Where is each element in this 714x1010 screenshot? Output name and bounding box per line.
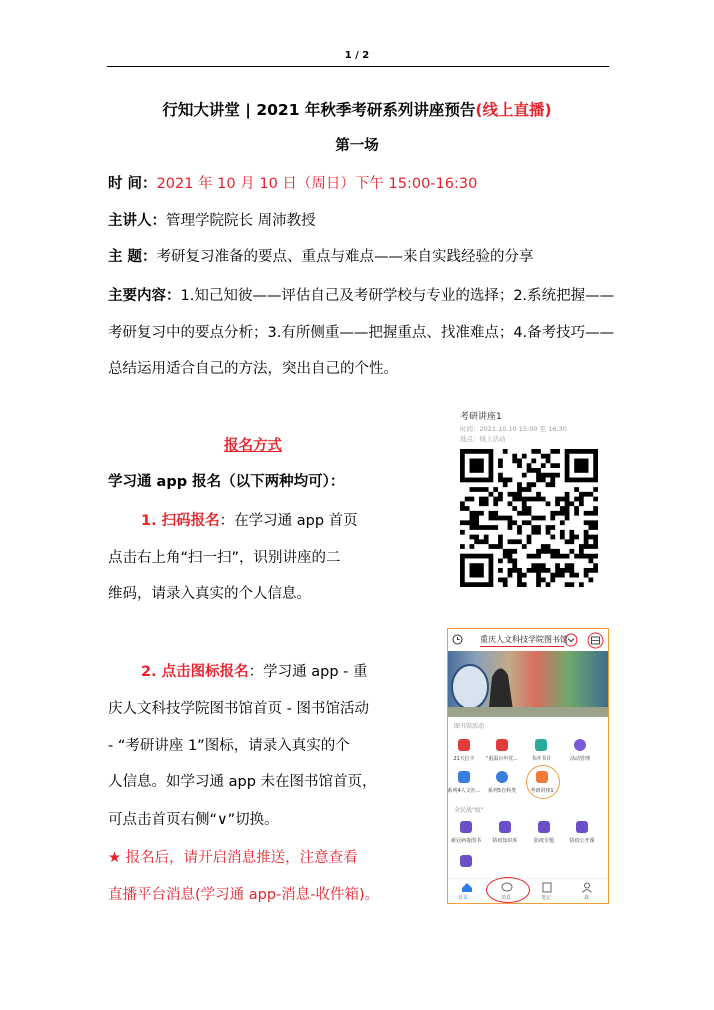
qr-card-title: 考研讲座1 xyxy=(460,412,502,422)
method2-line5: 可点击首页右侧“∨”切换。 xyxy=(108,812,279,828)
home-icon[interactable] xyxy=(461,882,473,893)
method2-line3: - “考研讲座 1”图标，请录入真实的个 xyxy=(108,738,350,754)
user-icon[interactable] xyxy=(581,882,593,893)
page-number: 1 / 2 xyxy=(344,50,370,61)
chevron-down-icon[interactable] xyxy=(564,633,578,647)
app-label: 新冠病毒图书 xyxy=(450,838,481,844)
series5-icon[interactable] xyxy=(496,771,508,783)
app-label: 防疫公开课 xyxy=(569,838,595,844)
open-course-icon[interactable] xyxy=(576,821,588,833)
time-label: 时 间： xyxy=(108,176,157,192)
title-highlight: (线上直播) xyxy=(475,101,552,119)
speaker-line xyxy=(108,209,316,230)
note-line1: ★ 报名后，请开启消息推送，注意查看 xyxy=(108,850,358,866)
section-activities: 图书馆活动 xyxy=(454,723,485,730)
scan-icon[interactable] xyxy=(587,632,604,649)
topic-line xyxy=(108,245,534,266)
method2-line1 xyxy=(141,660,368,681)
page-title xyxy=(0,98,714,120)
content-line-3: 总结运用适合自己的方法，突出自己的个性。 xyxy=(108,361,398,377)
app-label: 考研讲座1 xyxy=(530,788,554,794)
activity-manage-icon[interactable] xyxy=(574,739,586,751)
method1-line2: 点击右上角“扫一扫”，识别讲座的二 xyxy=(108,550,341,566)
nav-message[interactable]: 消息 xyxy=(501,895,512,901)
nav-note[interactable]: 笔记 xyxy=(541,895,552,901)
qr-card-place: 地点：线上活动 xyxy=(460,435,506,443)
app-label: "重温百年党... xyxy=(485,756,519,762)
covid-book-icon[interactable] xyxy=(460,821,472,833)
exam-lecture-icon[interactable] xyxy=(536,771,548,783)
app-header xyxy=(448,629,608,651)
qr-finder-pattern xyxy=(565,449,598,482)
qr-code[interactable] xyxy=(460,449,598,587)
series4-icon[interactable] xyxy=(458,771,470,783)
app-label: 防疫知识库 xyxy=(492,838,518,844)
topic-label: 主 题： xyxy=(108,249,157,265)
speaker-value: 管理学院院长 周沛教授 xyxy=(166,213,316,229)
method1-key: 扫码报名 xyxy=(161,513,220,529)
session-heading: 第一场 xyxy=(335,138,379,154)
time-value: 2021 年 10 月 10 日（周日）下午 15:00-16:30 xyxy=(156,176,478,192)
time-line xyxy=(108,172,477,193)
topic-icon[interactable] xyxy=(538,821,550,833)
app-label: 系列4人文社... xyxy=(447,788,481,794)
content-line-1 xyxy=(108,284,614,305)
content-label: 主要内容： xyxy=(108,288,181,304)
bottom-nav xyxy=(448,878,608,903)
book-review-icon[interactable] xyxy=(535,739,547,751)
app-label: 21天打卡 xyxy=(453,756,475,762)
qr-finder-pattern xyxy=(460,554,493,587)
registration-heading: 报名方式 xyxy=(224,438,282,454)
qr-finder-pattern xyxy=(460,449,493,482)
app-label: 系列5自科类 xyxy=(487,788,517,794)
punch-card-icon[interactable] xyxy=(458,739,470,751)
method1-text1: ：在学习通 app 首页 xyxy=(219,513,358,529)
method1-number: 1. xyxy=(141,513,162,529)
party-history-icon[interactable] xyxy=(496,739,508,751)
library-name: 重庆人文科技学院图书馆 xyxy=(480,635,568,644)
banner-photo xyxy=(448,651,608,717)
banner-image xyxy=(448,651,608,717)
method1-line1 xyxy=(141,509,358,530)
method2-line4: 人信息。如学习通 app 未在图书馆首页， xyxy=(108,774,377,790)
title-main: 行知大讲堂 | 2021 年秋季考研系列讲座预告 xyxy=(162,101,476,119)
qr-card xyxy=(450,407,598,587)
method2-line2: 庆人文科技学院图书馆首页 - 图书馆活动 xyxy=(108,701,369,717)
nav-me[interactable]: 我 xyxy=(584,895,590,901)
method2-key: 点击图标报名 xyxy=(161,664,249,680)
content-text-1: 1.知己知彼——评估自己及考研学校与专业的选择；2.系统把握—— xyxy=(180,288,615,304)
qr-card-time: 时间：2021.10.10 15:00 至 16:30 xyxy=(460,425,567,433)
speaker-label: 主讲人： xyxy=(108,213,166,229)
method2-text1: ：学习通 app - 重 xyxy=(248,664,368,680)
nav-home[interactable]: 首页 xyxy=(458,895,469,901)
more-icon[interactable] xyxy=(460,855,472,867)
note-line2: 直播平台消息(学习通 app-消息-收件箱)。 xyxy=(108,887,380,903)
app-screenshot xyxy=(447,628,609,904)
section-epidemic: 全民战"疫" xyxy=(454,807,484,814)
method1-line3: 维码，请录入真实的个人信息。 xyxy=(108,586,311,602)
knowledge-base-icon[interactable] xyxy=(499,821,511,833)
header-rule xyxy=(107,66,609,67)
app-label: 防疫专题 xyxy=(533,838,554,844)
content-line-2: 考研复习中的要点分析；3.有所侧重——把握重点、找准难点；4.备考技巧—— xyxy=(108,325,615,341)
message-icon[interactable] xyxy=(501,882,513,893)
note-icon[interactable] xyxy=(541,882,553,893)
app-label: 书评书目 xyxy=(530,756,551,762)
app-label: 活动管理 xyxy=(569,756,590,762)
topic-value: 考研复习准备的要点、重点与难点——来自实践经验的分享 xyxy=(156,249,534,265)
registration-app-line: 学习通 app 报名（以下两种均可）： xyxy=(108,474,345,490)
clock-icon xyxy=(452,634,463,645)
method2-number: 2. xyxy=(141,664,162,680)
